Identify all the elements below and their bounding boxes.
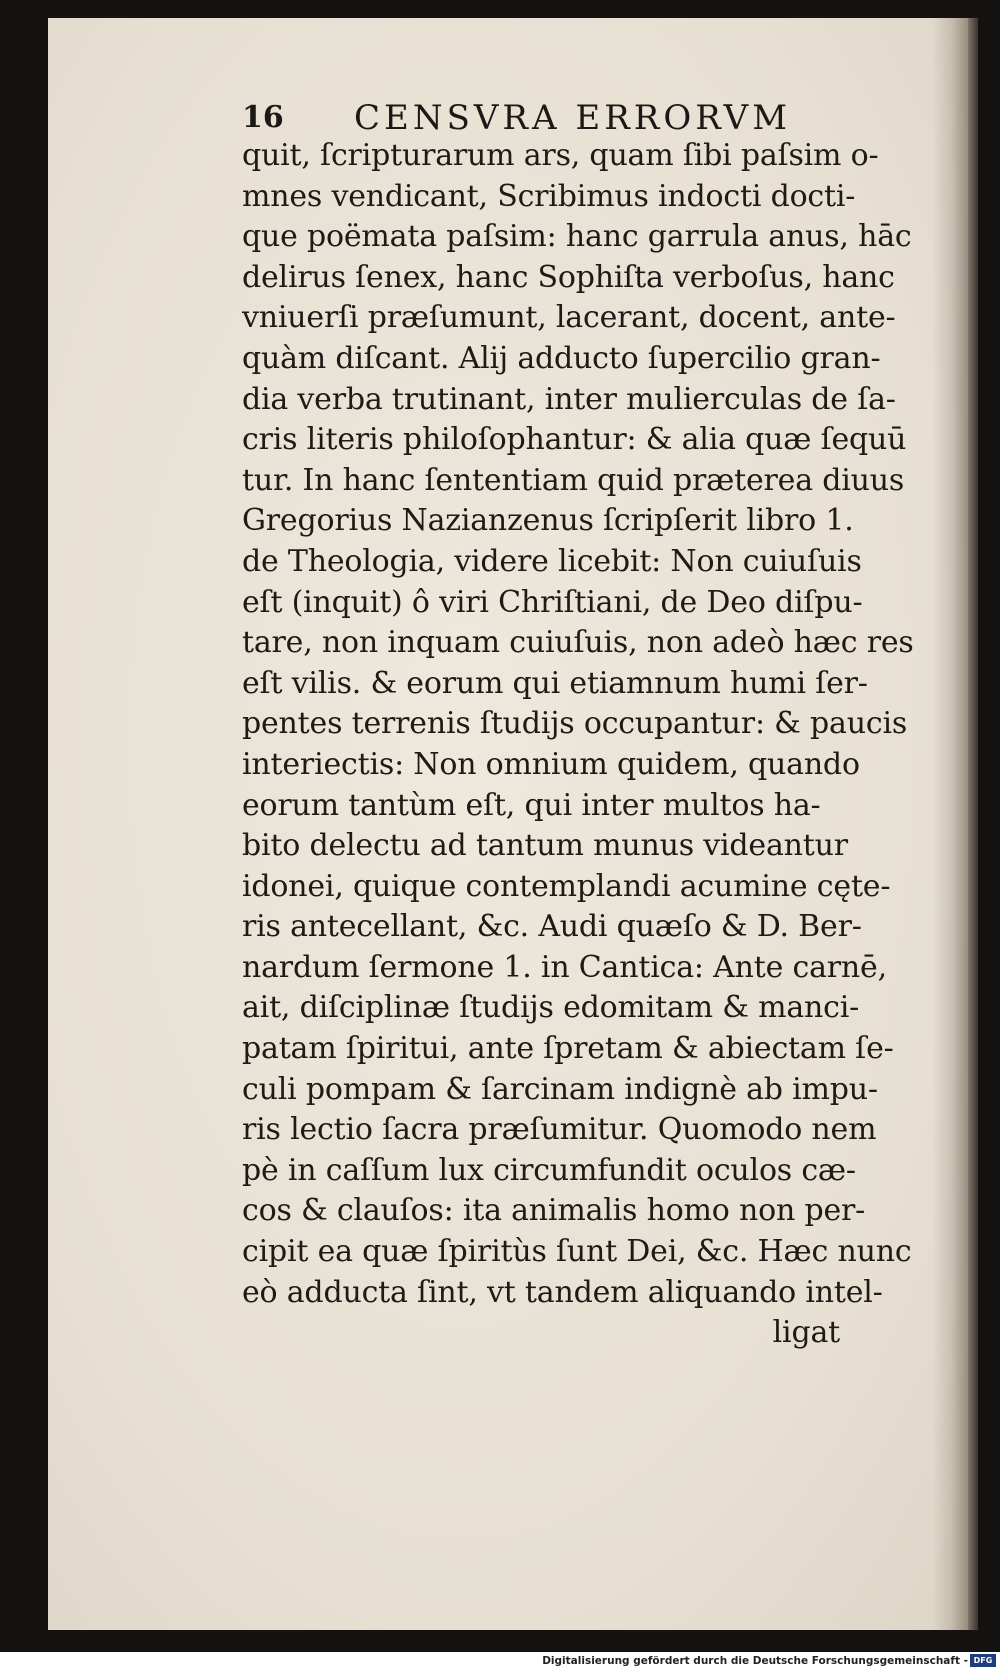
text-line: nardum ſermone 1. in Cantica: Ante carnē, [242,949,887,985]
text-line: mnes vendicant, Scribimus indocti docti- [242,178,856,214]
text-line: vniuerſi præſumunt, lacerant, docent, ante- [242,300,896,336]
running-title: CENSVRA ERRORVM [354,98,792,138]
page-number: 16 [242,100,284,135]
text-line: tur. In hanc ſententiam quid prætereа diuus [242,462,905,498]
catchword: ligat [772,1315,840,1351]
text-line: patam ſpiritui, ante ſpretam & abiectam ſe- [242,1031,894,1067]
text-line: pè in caſſum lux circumfundit oculos cæ- [242,1152,856,1188]
text-line: quit, ſcripturarum ars, quam ſibi paſsim o- [242,138,879,173]
text-line: interiectis: Non omnium quidem, quando [242,746,860,782]
text-line: culi pompam & ſarcinam indignè ab impu- [242,1071,878,1107]
text-line: ris antecellant, &c. Audi quæſo & D. Ber- [242,909,862,945]
text-line: eſt (inquit) ô viri Chriſtiani, de Deo diſpu- [242,584,863,620]
text-line: quàm diſcant. Alij adducto ſupercilio gran- [242,340,881,376]
text-line: cris literis philoſophantur: & alia quæ ſequū [242,422,907,458]
page-header [242,96,882,140]
text-line: que poëmata paſsim: hanc garrula anus, hāc [242,219,912,255]
page-gutter-shadow [932,18,968,1630]
text-line: idonei, quique contemplandi acumine cęte- [242,868,891,904]
text-line: eorum tantùm eſt, qui inter multos ha- [242,787,821,823]
text-line: bito delectu ad tantum munus videantur [242,828,848,864]
body-text [242,136,932,1354]
dfg-logo: DFG [970,1654,996,1667]
text-line: eò adducta ſint, vt tandem aliquando intel- [242,1274,883,1310]
text-line: de Theologia, videre licebit: Non cuiuſuis [242,543,862,579]
page-edge [968,18,978,1630]
text-line: ris lectio ſacra præſumitur. Quomodo nem [242,1112,877,1148]
text-line: cipit ea quæ ſpiritùs ſunt Dei, &c. Hæc nunc [242,1234,912,1270]
text-line: eſt vilis. & eorum qui etiamnum humi ſer- [242,665,868,701]
text-line: ait, diſciplinæ ſtudijs edomitam & manci- [242,990,860,1026]
text-line: delirus ſenex, hanc Sophiſta verboſus, hanc [242,259,895,295]
text-line: Gregorius Nazianzenus ſcripſerit libro 1. [242,503,854,539]
text-line: tare, non inquam cuiuſuis, non adeò hæc res [242,625,914,661]
text-line: cos & clauſos: ita animalis homo non per- [242,1193,866,1229]
text-line: pentes terrenis ſtudijs occupantur: & paucis [242,706,908,742]
text-line: dia verba trutinant, inter mulierculas de ſa- [242,381,896,417]
digitization-credit: Digitalisierung gefördert durch die Deutsche Forschungsgemeinschaft - [542,1655,968,1667]
